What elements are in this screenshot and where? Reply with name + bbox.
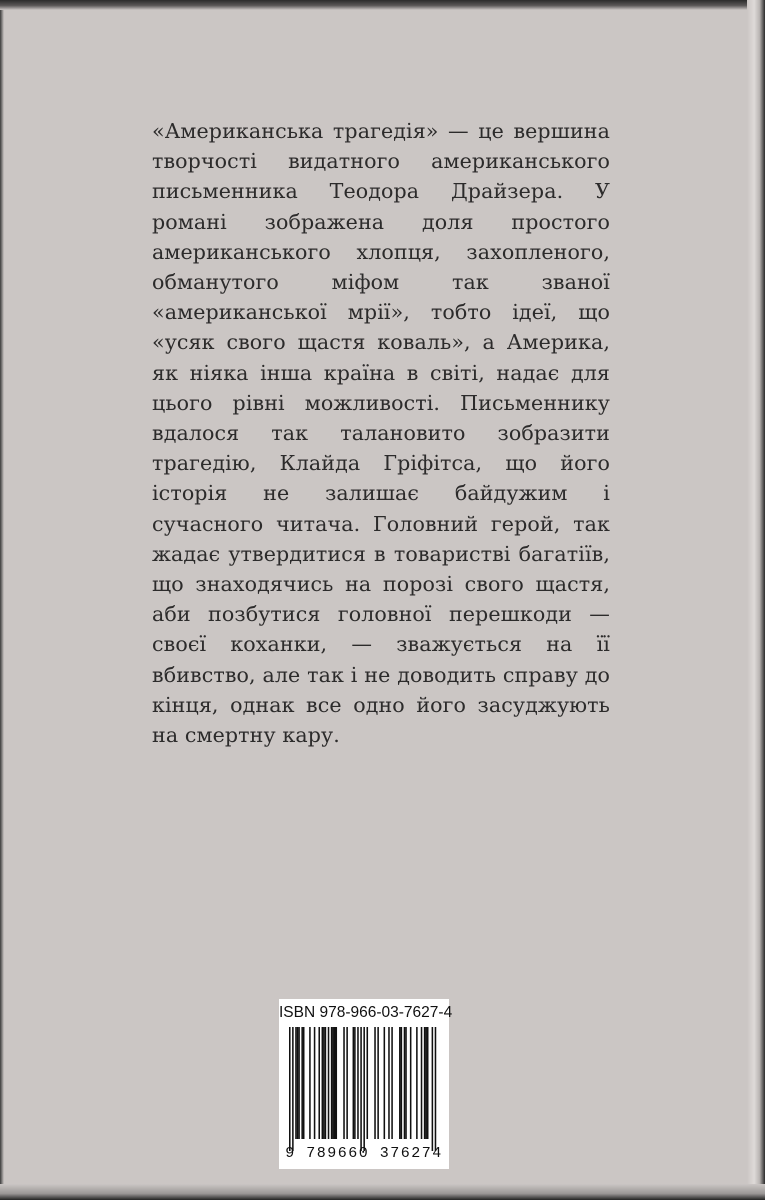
barcode-bar <box>292 1027 294 1151</box>
barcode-bar <box>435 1027 437 1151</box>
barcode-bar <box>346 1027 348 1139</box>
barcode-bar <box>421 1027 423 1139</box>
cover-bottom-edge <box>0 1184 765 1200</box>
barcode-bar <box>295 1027 297 1139</box>
barcode-bar <box>343 1027 345 1139</box>
barcode-bar <box>374 1027 376 1139</box>
barcode-bar <box>377 1027 379 1139</box>
barcode-bar <box>432 1027 434 1151</box>
barcode-bar <box>357 1027 359 1139</box>
cover-top-edge <box>0 0 765 10</box>
barcode-bar <box>354 1027 356 1139</box>
barcode-bar <box>360 1027 362 1151</box>
barcode-bar <box>363 1027 365 1151</box>
barcode-bar <box>332 1027 334 1139</box>
book-description: «Американська трагедія» — це вершина творчості видатного американського письменника Теодора Драйзера. У романі зображена доля простого американського хлопця, захопленого, обманутого міфом так званої «американської мрії», тобто ідеї, що «усяк свого щастя коваль», а Америка, як ніяка інша країна в світі, надає для цього рівні можливості. Письменнику вдалося так талановито зобразити трагедію, Клайда Гріфітса, що його історія не залишає байдужим і сучасного читача. Головний герой, так жадає утвердитися в товаристві багатіїв, що знаходячись на порозі свого щастя, аби позбутися головної перешкоди — своєї коханки, — зважується на її вбивство, але так і не доводить справу до кінця, однак все одно його засуджують на смертну кару. <box>152 119 610 748</box>
barcode-bar <box>367 1027 369 1139</box>
barcode-bar <box>388 1027 390 1139</box>
barcode-bar <box>416 1027 418 1139</box>
barcode-bar <box>303 1027 305 1139</box>
barcode-bar <box>353 1027 355 1139</box>
barcode-bar <box>410 1027 412 1139</box>
cover-spine-edge <box>747 0 765 1200</box>
barcode-bar <box>425 1027 427 1139</box>
barcode-bar <box>322 1027 324 1139</box>
cover-left-edge <box>0 0 4 1200</box>
barcode-bar <box>391 1027 393 1139</box>
barcode-bar <box>301 1027 303 1139</box>
barcode-bar <box>404 1027 406 1139</box>
barcode-bar <box>323 1027 325 1139</box>
isbn-number: ISBN 978-966-03-7627-4 <box>279 1004 453 1021</box>
ean-digits: 9 789660 376274 <box>285 1145 443 1162</box>
barcode-bar <box>331 1027 333 1139</box>
barcode-bar <box>309 1027 311 1139</box>
barcode-bar <box>328 1027 330 1139</box>
barcode-bar <box>384 1027 386 1139</box>
barcode-bar <box>318 1027 320 1139</box>
barcode-bar <box>334 1027 336 1139</box>
barcode-bar <box>424 1027 426 1139</box>
barcode-bar <box>399 1027 401 1139</box>
barcode-bars <box>285 1027 443 1151</box>
barcode-bar <box>427 1027 429 1139</box>
barcode-bar <box>298 1027 300 1139</box>
barcode-bar <box>314 1027 316 1139</box>
barcode-bar <box>289 1027 291 1151</box>
barcode-bar <box>325 1027 327 1139</box>
isbn-barcode <box>279 999 453 1169</box>
barcode-bar <box>405 1027 407 1139</box>
barcode-bar <box>401 1027 403 1139</box>
barcode-bar <box>297 1027 299 1139</box>
barcode-bar <box>336 1027 338 1139</box>
